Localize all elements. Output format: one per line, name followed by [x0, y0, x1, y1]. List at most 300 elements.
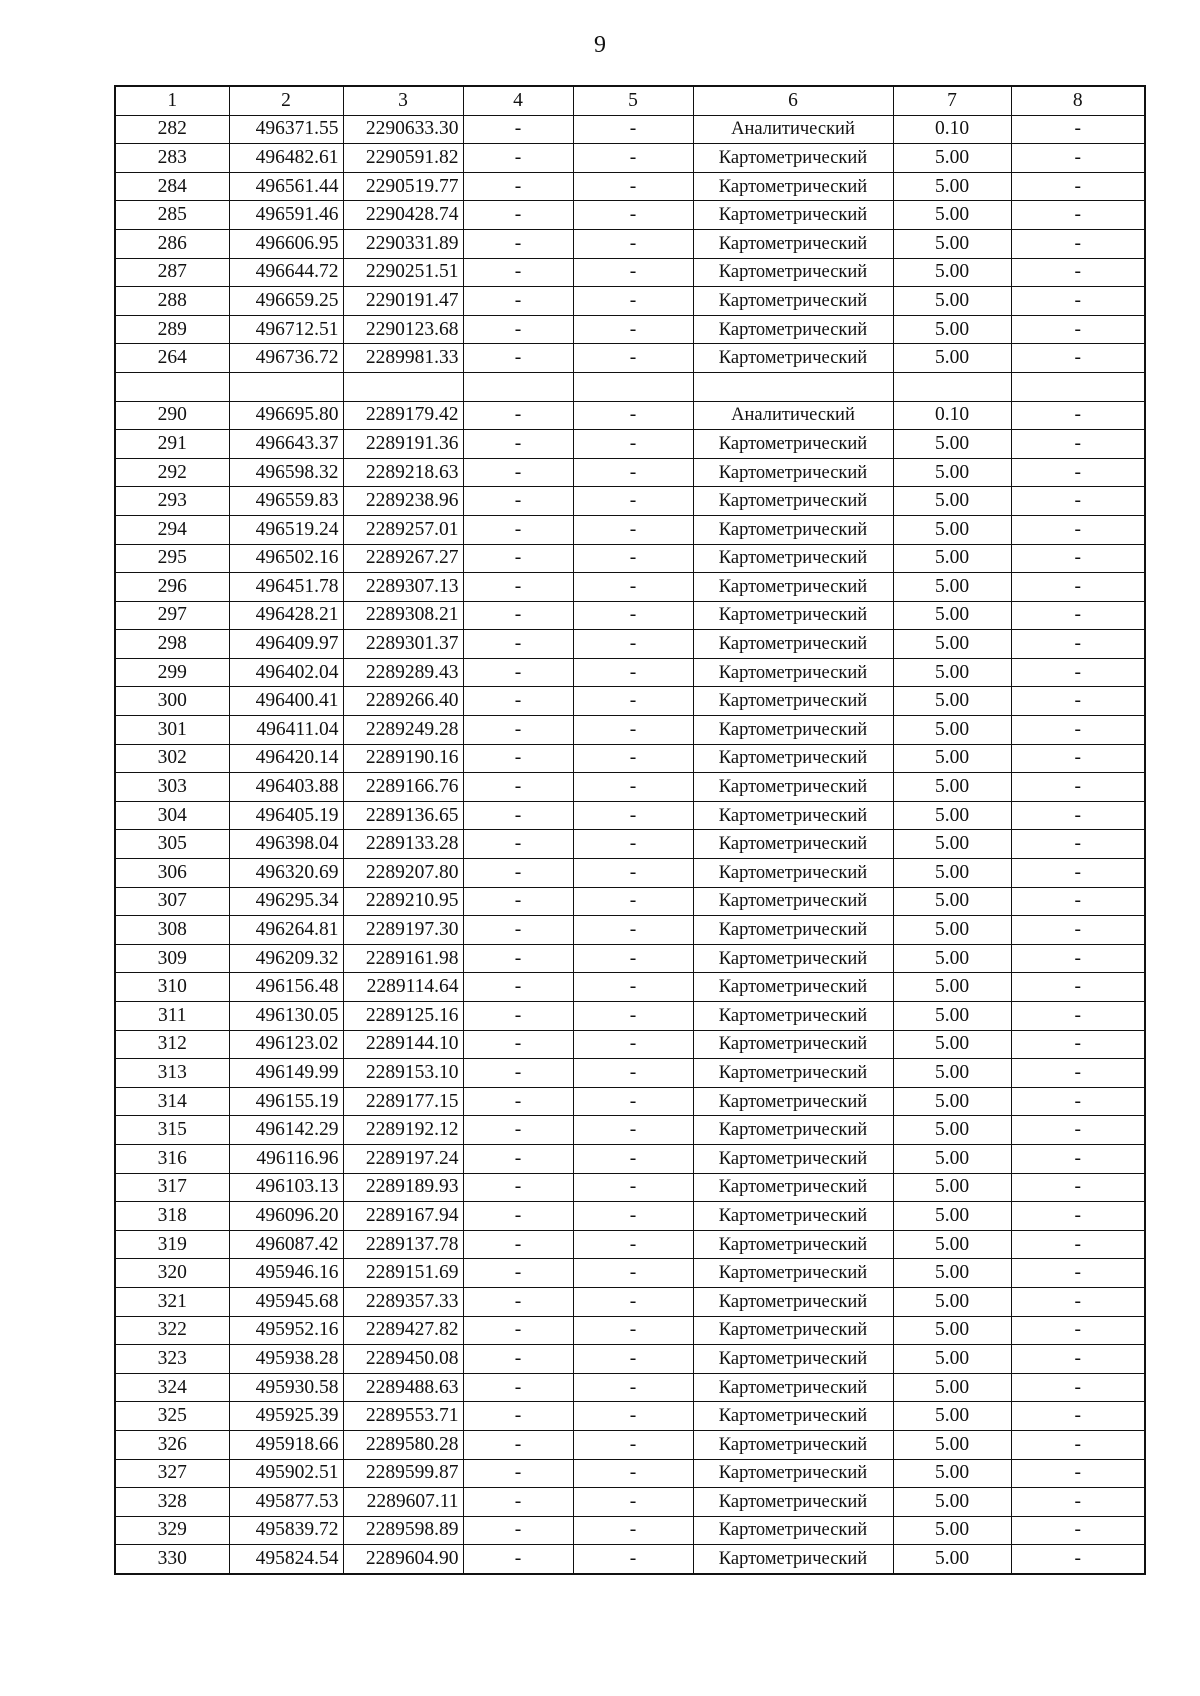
- table-cell: 495839.72: [229, 1516, 343, 1545]
- table-cell: -: [573, 744, 693, 773]
- table-cell: 324: [115, 1373, 229, 1402]
- table-cell: -: [1011, 544, 1145, 573]
- table-cell: 2290633.30: [343, 115, 463, 144]
- table-cell: 289: [115, 315, 229, 344]
- table-cell: 496087.42: [229, 1230, 343, 1259]
- table-cell: -: [1011, 1287, 1145, 1316]
- table-cell: Картометрический: [693, 716, 893, 745]
- table-cell: 5.00: [893, 430, 1011, 459]
- table-cell: 496096.20: [229, 1202, 343, 1231]
- table-cell: -: [573, 344, 693, 373]
- table-cell: 2289133.28: [343, 830, 463, 859]
- table-cell: 5.00: [893, 1059, 1011, 1088]
- table-row: [115, 1059, 1145, 1088]
- table-cell: 2289114.64: [343, 973, 463, 1002]
- table-cell: Картометрический: [693, 1459, 893, 1488]
- table-cell: Картометрический: [693, 1373, 893, 1402]
- table-cell: 2289197.30: [343, 916, 463, 945]
- table-cell: -: [573, 287, 693, 316]
- column-header: 1: [115, 86, 229, 115]
- table-cell: 313: [115, 1059, 229, 1088]
- table-cell: [229, 372, 343, 401]
- table-cell: -: [463, 859, 573, 888]
- table-cell: -: [463, 716, 573, 745]
- table-cell: 5.00: [893, 1259, 1011, 1288]
- table-cell: -: [463, 773, 573, 802]
- table-cell: 496155.19: [229, 1087, 343, 1116]
- table-cell: 5.00: [893, 687, 1011, 716]
- table-row: [115, 487, 1145, 516]
- column-header: 8: [1011, 86, 1145, 115]
- table-cell: 285: [115, 201, 229, 230]
- table-cell: -: [463, 344, 573, 373]
- table-cell: 5.00: [893, 172, 1011, 201]
- table-cell: 496103.13: [229, 1173, 343, 1202]
- table-cell: 321: [115, 1287, 229, 1316]
- table-row: [115, 916, 1145, 945]
- table-cell: -: [573, 573, 693, 602]
- table-cell: 284: [115, 172, 229, 201]
- table-row: [115, 372, 1145, 401]
- table-cell: -: [1011, 1259, 1145, 1288]
- table-cell: 5.00: [893, 1173, 1011, 1202]
- table-cell: 2289192.12: [343, 1116, 463, 1145]
- table-cell: 495918.66: [229, 1430, 343, 1459]
- table-cell: -: [573, 1030, 693, 1059]
- table-cell: 2289153.10: [343, 1059, 463, 1088]
- table-row: [115, 1316, 1145, 1345]
- table-cell: -: [463, 973, 573, 1002]
- table-cell: -: [1011, 1230, 1145, 1259]
- table-cell: -: [1011, 1202, 1145, 1231]
- table-cell: 5.00: [893, 1459, 1011, 1488]
- table-cell: -: [1011, 172, 1145, 201]
- table-cell: Картометрический: [693, 1030, 893, 1059]
- table-cell: 304: [115, 801, 229, 830]
- table-cell: 2289144.10: [343, 1030, 463, 1059]
- table-cell: 2289161.98: [343, 944, 463, 973]
- table-row: [115, 1087, 1145, 1116]
- table-cell: 5.00: [893, 1202, 1011, 1231]
- table-cell: 495952.16: [229, 1316, 343, 1345]
- table-cell: 2289189.93: [343, 1173, 463, 1202]
- table-row: [115, 1144, 1145, 1173]
- table-row: [115, 1116, 1145, 1145]
- table-cell: -: [1011, 487, 1145, 516]
- table-cell: -: [1011, 1545, 1145, 1574]
- table-row: [115, 1516, 1145, 1545]
- table-cell: Картометрический: [693, 658, 893, 687]
- table-cell: 2289488.63: [343, 1373, 463, 1402]
- table-cell: -: [573, 544, 693, 573]
- table-cell: 2289607.11: [343, 1488, 463, 1517]
- table-cell: Картометрический: [693, 1230, 893, 1259]
- table-cell: 496659.25: [229, 287, 343, 316]
- table-row: [115, 1545, 1145, 1574]
- table-cell: 325: [115, 1402, 229, 1431]
- table-cell: 2290123.68: [343, 315, 463, 344]
- table-cell: -: [1011, 1030, 1145, 1059]
- table-cell: -: [463, 1202, 573, 1231]
- table-cell: 2289289.43: [343, 658, 463, 687]
- table-cell: 496411.04: [229, 716, 343, 745]
- table-cell: 309: [115, 944, 229, 973]
- table-cell: Картометрический: [693, 1488, 893, 1517]
- table-cell: -: [463, 1230, 573, 1259]
- table-row: [115, 229, 1145, 258]
- table-cell: Картометрический: [693, 315, 893, 344]
- table-cell: -: [573, 1545, 693, 1574]
- table-cell: [343, 372, 463, 401]
- table-cell: [573, 372, 693, 401]
- table-cell: Картометрический: [693, 1144, 893, 1173]
- table-cell: -: [1011, 1059, 1145, 1088]
- table-cell: 496403.88: [229, 773, 343, 802]
- table-cell: 300: [115, 687, 229, 716]
- table-cell: 2289599.87: [343, 1459, 463, 1488]
- table-cell: -: [463, 544, 573, 573]
- table-cell: 2289167.94: [343, 1202, 463, 1231]
- table-cell: -: [573, 1516, 693, 1545]
- table-cell: 2289190.16: [343, 744, 463, 773]
- table-cell: 496736.72: [229, 344, 343, 373]
- table-cell: 496559.83: [229, 487, 343, 516]
- table-cell: 496320.69: [229, 859, 343, 888]
- table-cell: 2290428.74: [343, 201, 463, 230]
- table-cell: 5.00: [893, 944, 1011, 973]
- table-cell: 293: [115, 487, 229, 516]
- table-cell: -: [1011, 744, 1145, 773]
- table-cell: -: [463, 458, 573, 487]
- table-cell: -: [463, 744, 573, 773]
- table-cell: 283: [115, 144, 229, 173]
- table-cell: 327: [115, 1459, 229, 1488]
- column-header: 2: [229, 86, 343, 115]
- table-cell: -: [573, 1459, 693, 1488]
- table-cell: 288: [115, 287, 229, 316]
- table-cell: -: [1011, 1087, 1145, 1116]
- table-cell: 2289257.01: [343, 515, 463, 544]
- table-cell: 5.00: [893, 1373, 1011, 1402]
- table-cell: -: [573, 1345, 693, 1374]
- table-cell: -: [1011, 430, 1145, 459]
- table-cell: 2289266.40: [343, 687, 463, 716]
- table-cell: 315: [115, 1116, 229, 1145]
- table-cell: 298: [115, 630, 229, 659]
- table-cell: -: [573, 887, 693, 916]
- table-cell: 5.00: [893, 229, 1011, 258]
- table-cell: -: [573, 1173, 693, 1202]
- table-row: [115, 744, 1145, 773]
- table-cell: -: [1011, 229, 1145, 258]
- table-cell: -: [573, 1087, 693, 1116]
- header-row: [115, 86, 1145, 115]
- table-cell: 2289218.63: [343, 458, 463, 487]
- table-row: [115, 1488, 1145, 1517]
- table-cell: 314: [115, 1087, 229, 1116]
- table-cell: 496156.48: [229, 973, 343, 1002]
- table-cell: 2290191.47: [343, 287, 463, 316]
- table-cell: 0.10: [893, 115, 1011, 144]
- table-cell: 2289197.24: [343, 1144, 463, 1173]
- table-cell: 495945.68: [229, 1287, 343, 1316]
- table-cell: 5.00: [893, 144, 1011, 173]
- table-cell: 5.00: [893, 1002, 1011, 1031]
- table-row: [115, 544, 1145, 573]
- table-cell: -: [463, 1516, 573, 1545]
- table-cell: Картометрический: [693, 630, 893, 659]
- column-header: 7: [893, 86, 1011, 115]
- table-cell: 496209.32: [229, 944, 343, 973]
- table-cell: Картометрический: [693, 1287, 893, 1316]
- table-cell: 323: [115, 1345, 229, 1374]
- table-cell: 5.00: [893, 1545, 1011, 1574]
- table-cell: -: [1011, 258, 1145, 287]
- table-cell: -: [1011, 1373, 1145, 1402]
- table-cell: 5.00: [893, 973, 1011, 1002]
- table-cell: 496142.29: [229, 1116, 343, 1145]
- table-cell: 301: [115, 716, 229, 745]
- table-cell: [115, 372, 229, 401]
- table-cell: -: [463, 315, 573, 344]
- table-cell: 316: [115, 1144, 229, 1173]
- table-cell: -: [463, 515, 573, 544]
- table-cell: -: [463, 1059, 573, 1088]
- table-cell: 302: [115, 744, 229, 773]
- table-row: [115, 944, 1145, 973]
- table-cell: -: [573, 1373, 693, 1402]
- table-cell: -: [573, 515, 693, 544]
- table-cell: 2289238.96: [343, 487, 463, 516]
- table-cell: -: [573, 487, 693, 516]
- table-cell: -: [463, 258, 573, 287]
- table-cell: 2290251.51: [343, 258, 463, 287]
- table-cell: -: [463, 1430, 573, 1459]
- table-cell: Картометрический: [693, 687, 893, 716]
- table-cell: -: [1011, 630, 1145, 659]
- table-cell: 496371.55: [229, 115, 343, 144]
- table-cell: -: [463, 1287, 573, 1316]
- table-cell: 496264.81: [229, 916, 343, 945]
- table-cell: Картометрический: [693, 344, 893, 373]
- table-cell: -: [1011, 1173, 1145, 1202]
- table-cell: Картометрический: [693, 1059, 893, 1088]
- table-cell: -: [573, 801, 693, 830]
- table-cell: 5.00: [893, 458, 1011, 487]
- table-row: [115, 315, 1145, 344]
- table-row: [115, 1287, 1145, 1316]
- table-cell: 2289598.89: [343, 1516, 463, 1545]
- table-cell: -: [573, 944, 693, 973]
- table-cell: Картометрический: [693, 258, 893, 287]
- table-cell: Картометрический: [693, 1087, 893, 1116]
- table-cell: 328: [115, 1488, 229, 1517]
- table-cell: -: [463, 687, 573, 716]
- table-cell: 495946.16: [229, 1259, 343, 1288]
- table-cell: 496149.99: [229, 1059, 343, 1088]
- table-cell: 5.00: [893, 1430, 1011, 1459]
- table-cell: -: [573, 916, 693, 945]
- table-cell: Картометрический: [693, 1430, 893, 1459]
- table-cell: Картометрический: [693, 973, 893, 1002]
- table-cell: -: [463, 944, 573, 973]
- table-cell: -: [573, 687, 693, 716]
- table-cell: 2289267.27: [343, 544, 463, 573]
- table-cell: Картометрический: [693, 430, 893, 459]
- table-cell: 2289427.82: [343, 1316, 463, 1345]
- table-cell: -: [1011, 916, 1145, 945]
- table-cell: -: [1011, 1116, 1145, 1145]
- table-cell: 496561.44: [229, 172, 343, 201]
- table-cell: 496695.80: [229, 401, 343, 430]
- table-cell: [893, 372, 1011, 401]
- table-cell: 2290519.77: [343, 172, 463, 201]
- table-cell: -: [1011, 1459, 1145, 1488]
- table-cell: 5.00: [893, 801, 1011, 830]
- table-cell: Картометрический: [693, 859, 893, 888]
- table-cell: -: [1011, 1316, 1145, 1345]
- table-cell: -: [1011, 887, 1145, 916]
- table-cell: 311: [115, 1002, 229, 1031]
- table-cell: 286: [115, 229, 229, 258]
- table-cell: 287: [115, 258, 229, 287]
- table-cell: 2289307.13: [343, 573, 463, 602]
- table-cell: 2289191.36: [343, 430, 463, 459]
- table-row: [115, 515, 1145, 544]
- table-cell: 290: [115, 401, 229, 430]
- table-cell: -: [463, 287, 573, 316]
- table-cell: 310: [115, 973, 229, 1002]
- table-cell: -: [463, 601, 573, 630]
- table-cell: -: [1011, 344, 1145, 373]
- table-cell: -: [1011, 115, 1145, 144]
- table-cell: 496428.21: [229, 601, 343, 630]
- table-cell: 2289151.69: [343, 1259, 463, 1288]
- table-cell: -: [463, 887, 573, 916]
- table-cell: 496295.34: [229, 887, 343, 916]
- table-cell: 5.00: [893, 1087, 1011, 1116]
- table-cell: -: [573, 1402, 693, 1431]
- table-cell: -: [463, 1488, 573, 1517]
- table-cell: -: [573, 773, 693, 802]
- table-row: [115, 172, 1145, 201]
- table-row: [115, 344, 1145, 373]
- table-cell: 495824.54: [229, 1545, 343, 1574]
- table-cell: 496519.24: [229, 515, 343, 544]
- table-cell: 496712.51: [229, 315, 343, 344]
- table-cell: Картометрический: [693, 1202, 893, 1231]
- table-cell: Картометрический: [693, 601, 893, 630]
- table-cell: -: [1011, 973, 1145, 1002]
- table-cell: -: [1011, 687, 1145, 716]
- table-cell: 5.00: [893, 887, 1011, 916]
- table-cell: 5.00: [893, 258, 1011, 287]
- table-cell: Картометрический: [693, 744, 893, 773]
- table-row: [115, 716, 1145, 745]
- table-row: [115, 1402, 1145, 1431]
- table-cell: 264: [115, 344, 229, 373]
- table-cell: -: [1011, 1488, 1145, 1517]
- table-cell: 330: [115, 1545, 229, 1574]
- table-cell: 496502.16: [229, 544, 343, 573]
- table-cell: 5.00: [893, 1345, 1011, 1374]
- table-row: [115, 1002, 1145, 1031]
- table-cell: Картометрический: [693, 801, 893, 830]
- table-cell: -: [573, 830, 693, 859]
- table-row: [115, 201, 1145, 230]
- table-cell: -: [1011, 315, 1145, 344]
- table-cell: 282: [115, 115, 229, 144]
- table-cell: -: [573, 430, 693, 459]
- table-cell: -: [573, 1059, 693, 1088]
- table-cell: -: [573, 716, 693, 745]
- table-cell: 5.00: [893, 773, 1011, 802]
- table-cell: 5.00: [893, 344, 1011, 373]
- table-cell: 2289207.80: [343, 859, 463, 888]
- table-cell: -: [463, 1345, 573, 1374]
- table-cell: Картометрический: [693, 229, 893, 258]
- table-cell: Картометрический: [693, 172, 893, 201]
- table-row: [115, 458, 1145, 487]
- table-cell: -: [573, 1202, 693, 1231]
- column-header: 3: [343, 86, 463, 115]
- table-cell: -: [573, 658, 693, 687]
- table-cell: 2290331.89: [343, 229, 463, 258]
- table-cell: -: [1011, 1430, 1145, 1459]
- table-cell: -: [1011, 716, 1145, 745]
- table-cell: 5.00: [893, 1516, 1011, 1545]
- table-cell: 5.00: [893, 1488, 1011, 1517]
- table-row: [115, 401, 1145, 430]
- table-cell: Картометрический: [693, 1545, 893, 1574]
- table-cell: -: [1011, 1402, 1145, 1431]
- table-cell: 320: [115, 1259, 229, 1288]
- table-cell: 319: [115, 1230, 229, 1259]
- table-cell: -: [573, 229, 693, 258]
- table-cell: 496644.72: [229, 258, 343, 287]
- table-cell: -: [573, 1116, 693, 1145]
- table-cell: 306: [115, 859, 229, 888]
- table-cell: 5.00: [893, 573, 1011, 602]
- table-cell: 5.00: [893, 1144, 1011, 1173]
- table-cell: 5.00: [893, 544, 1011, 573]
- table-row: [115, 658, 1145, 687]
- table-cell: 495930.58: [229, 1373, 343, 1402]
- table-cell: 317: [115, 1173, 229, 1202]
- table-cell: 5.00: [893, 744, 1011, 773]
- table-cell: 2289450.08: [343, 1345, 463, 1374]
- table-row: [115, 1030, 1145, 1059]
- table-row: [115, 830, 1145, 859]
- table-row: [115, 1230, 1145, 1259]
- table-cell: [693, 372, 893, 401]
- table-row: [115, 1430, 1145, 1459]
- table-cell: -: [1011, 573, 1145, 602]
- table-cell: -: [463, 229, 573, 258]
- table-cell: 292: [115, 458, 229, 487]
- table-cell: 2289166.76: [343, 773, 463, 802]
- table-cell: Картометрический: [693, 515, 893, 544]
- table-cell: Картометрический: [693, 458, 893, 487]
- table-cell: 308: [115, 916, 229, 945]
- column-header: 4: [463, 86, 573, 115]
- table-cell: 2289137.78: [343, 1230, 463, 1259]
- table-row: [115, 1373, 1145, 1402]
- table-cell: 496606.95: [229, 229, 343, 258]
- table-cell: 2290591.82: [343, 144, 463, 173]
- table-cell: -: [463, 916, 573, 945]
- column-header: 5: [573, 86, 693, 115]
